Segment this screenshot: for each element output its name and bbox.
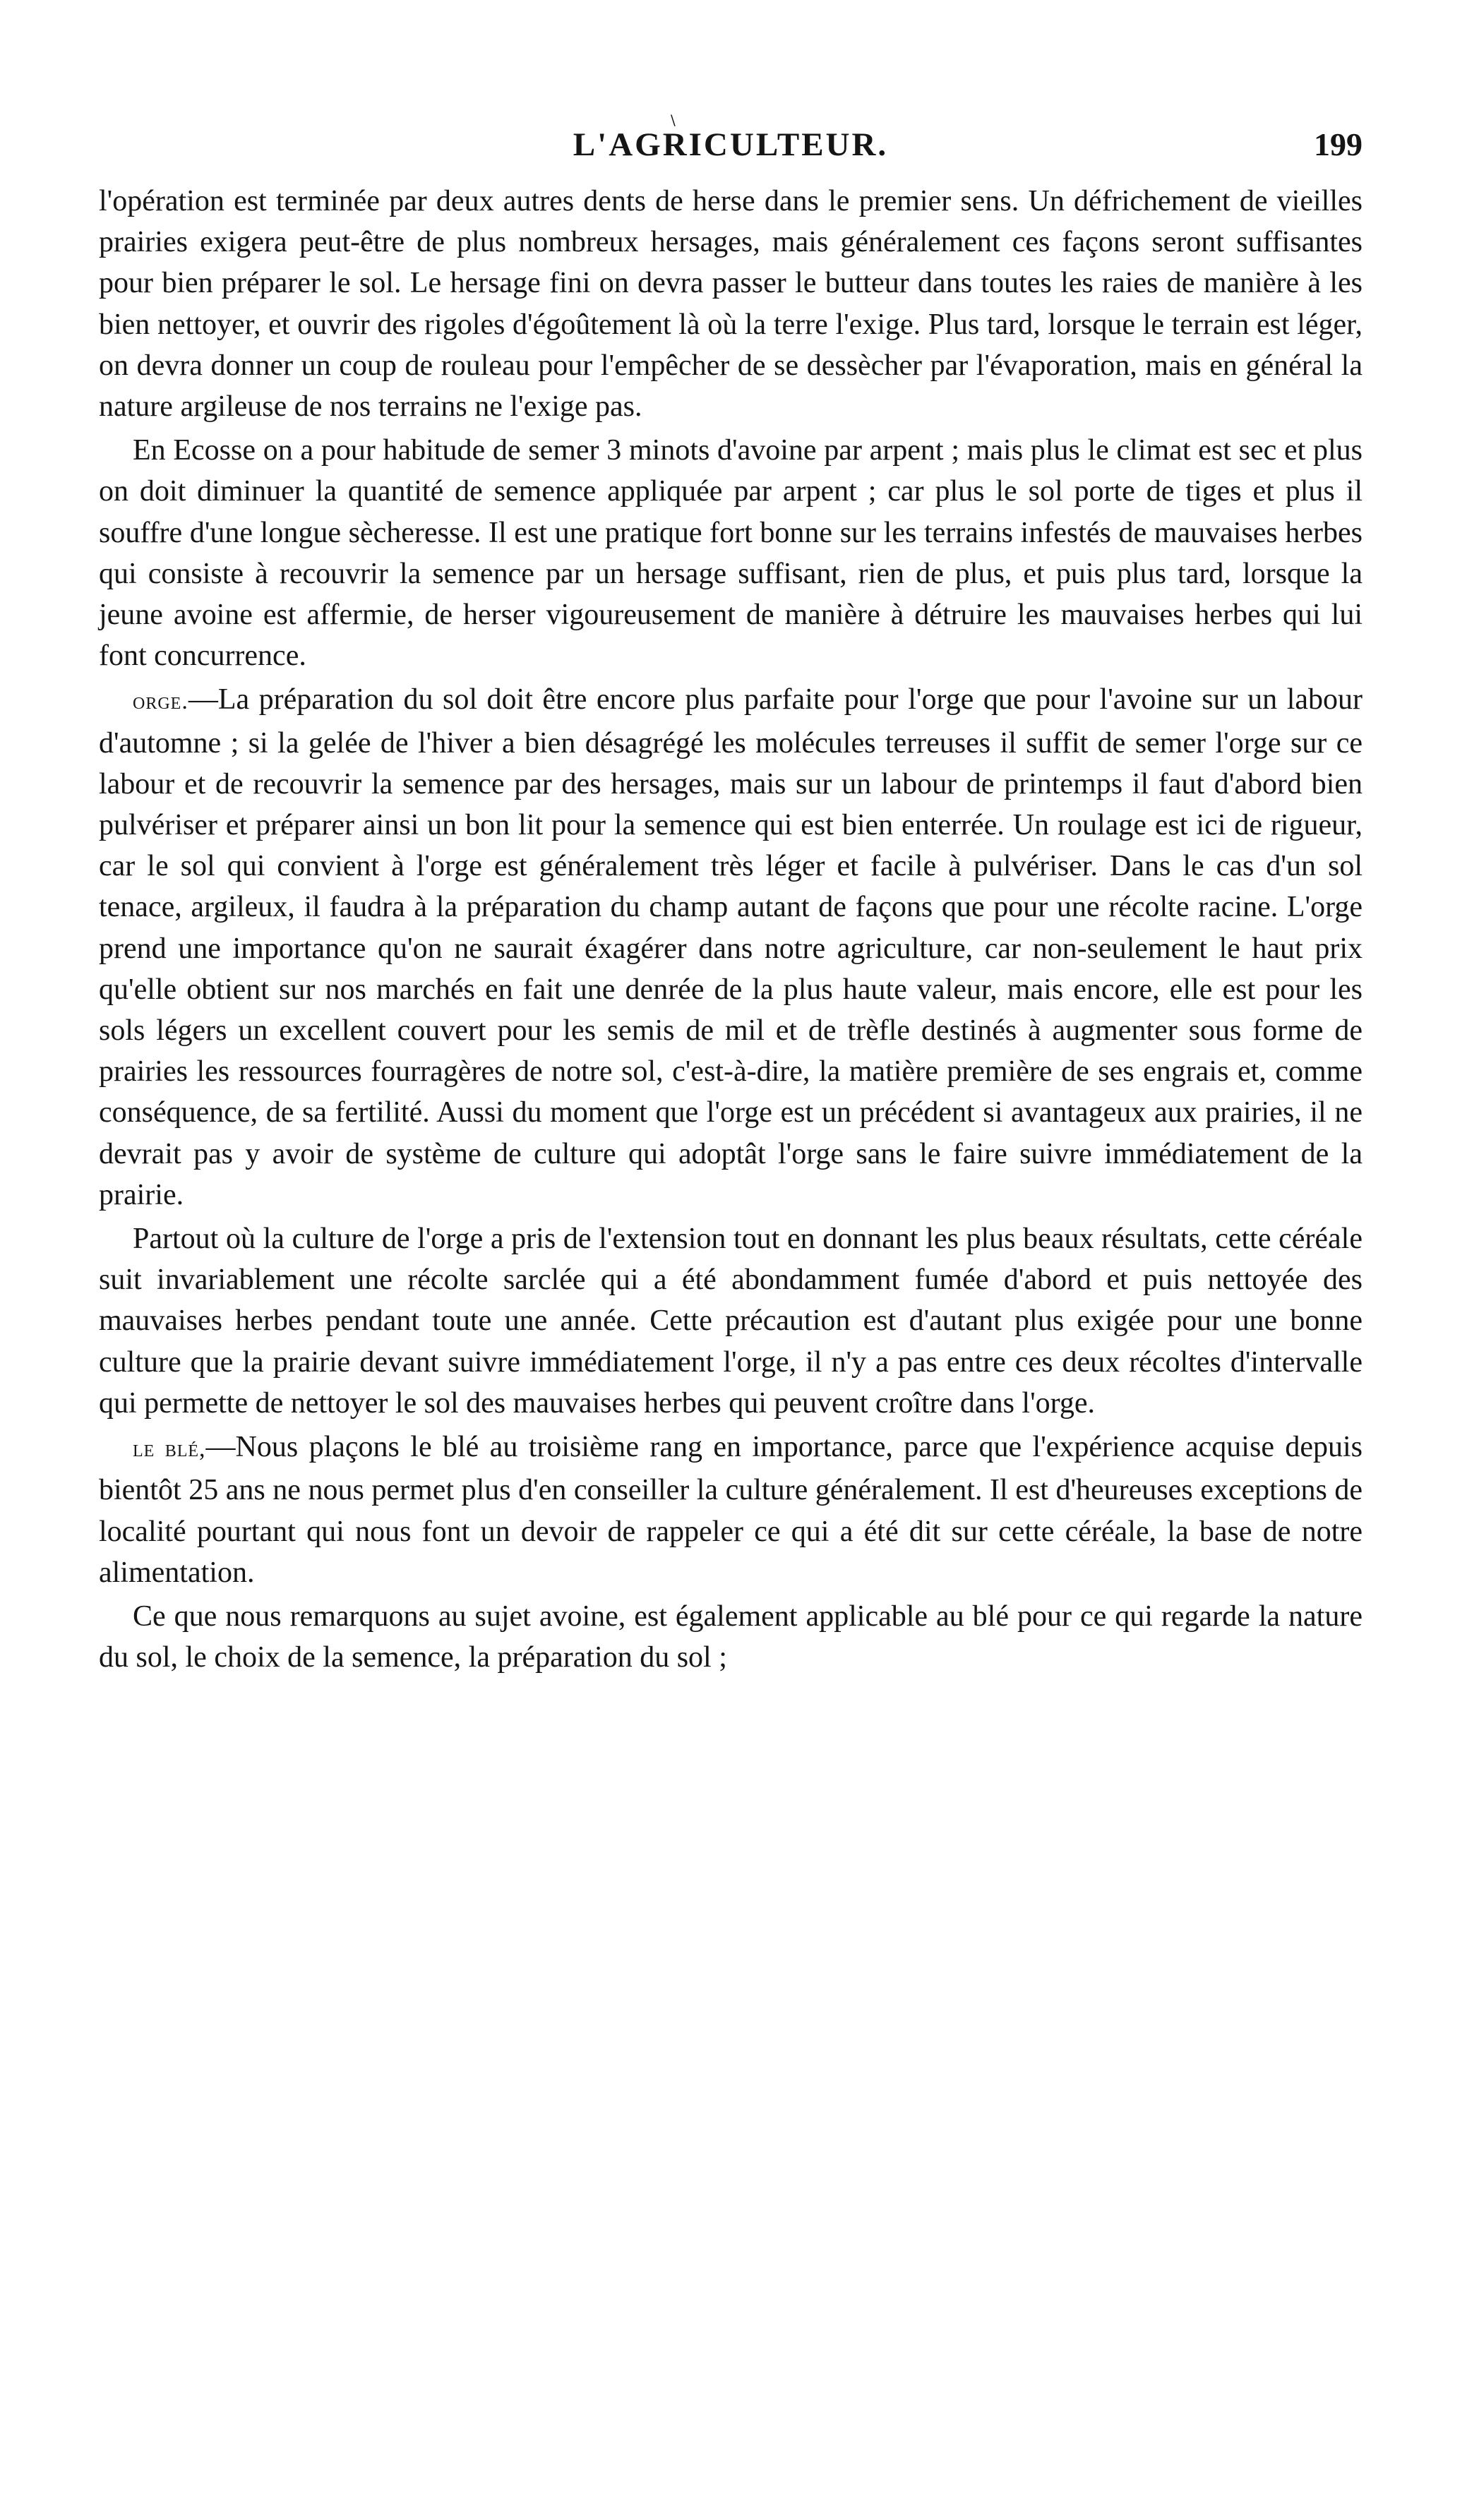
paragraph-ble	[99, 1427, 1363, 1593]
top-mark: \	[671, 112, 676, 128]
paragraph-6-text: Ce que nous remarquons au sujet avoine, est également applicable au blé pour ce qui regarde la nature du sol, le choix de la semence, la préparation du sol ;	[99, 1600, 1363, 1674]
paragraph-orge	[99, 679, 1363, 1216]
paragraph-1-text: l'opération est terminée par deux autres dents de herse dans le premier sens. Un défrichement de vieilles prairies exigera peut-être de plus nombreux hersages, mais généralement ces façons seront suffisantes pour bien préparer le sol. Le hersage fini on devra passer le butteur dans toutes les raies de manière à les bien nettoyer, et ouvrir des rigoles d'égoûtement là où la terre l'exige. Plus tard, lorsque le terrain est léger, on devra donner un coup de rouleau pour l'empêcher de se dessècher par l'évaporation, mais en général la nature argileuse de nos terrains ne l'exige pas.	[99, 185, 1363, 424]
paragraph-4	[99, 1218, 1363, 1424]
paragraph-6	[99, 1596, 1363, 1678]
running-header	[99, 112, 1363, 181]
page-number: 199	[1314, 126, 1363, 162]
body-text	[99, 181, 1363, 1678]
paragraph-2-text: En Ecosse on a pour habitude de semer 3 minots d'avoine par arpent ; mais plus le climat est sec et plus on doit diminuer la quantité de semence appliquée par arpent ; car plus le sol porte de tiges et plus il souffre d'une longue sècheresse. Il est une pratique fort bonne sur les terrains infestés de mauvaises herbes qui consiste à recouvrir la semence par un hersage suffisant, rien de plus, et puis plus tard, lorsque la jeune avoine est affermie, de herser vigoureusement de manière à détruire les mauvaises herbes qui lui font concurrence.	[99, 434, 1363, 673]
section-lead-ble: le blé,	[133, 1436, 206, 1463]
paragraph-orge-text: —La préparation du sol doit être encore plus parfaite pour l'orge que pour l'avoine sur un labour d'automne ; si la gelée de l'hiver a bien désagrégé les molécules terreuses il suffit de semer l'orge sur ce labour et de recouvrir la semence par des hersages, mais sur un labour de printemps il faut d'abord bien pulvériser et préparer ainsi un bon lit pour la semence qui est bien enterrée. Un roulage est ici de rigueur, car le sol qui convient à l'orge est généralement très léger et facile à pulvériser. Dans le cas d'un sol tenace, argileux, il faudra à la préparation du champ autant de façons que pour une récolte racine. L'orge prend une importance qu'on ne saurait éxagérer dans notre agriculture, car non-seulement le haut prix qu'elle obtient sur nos marchés en fait une denrée de la plus haute valeur, mais encore, elle est pour les sols légers un excellent couvert pour les semis de mil et de trèfle destinés à augmenter sous forme de prairies les ressources fourragères de notre sol, c'est-à-dire, la matière première de ses engrais et, comme conséquence, de sa fertilité. Aussi du moment que l'orge est un précédent si avantageux aux prairies, il ne devrait pas y avoir de système de culture qui adoptât l'orge sans le faire suivre immédiatement de la prairie.	[99, 683, 1363, 1211]
paragraph-4-text: Partout où la culture de l'orge a pris de l'extension tout en donnant les plus beaux résultats, cette céréale suit invariablement une récolte sarclée qui a été abondamment fumée d'abord et puis nettoyée des mauvaises herbes pendant toute une année. Cette précaution est d'autant plus exigée pour une bonne culture que la prairie devant suivre immédiatement l'orge, il n'y a pas entre ces deux récoltes d'intervalle qui permette de nettoyer le sol des mauvaises herbes qui peuvent croître dans l'orge.	[99, 1223, 1363, 1420]
document-page	[99, 112, 1363, 1678]
section-lead-orge: orge.	[133, 688, 188, 715]
paragraph-1	[99, 181, 1363, 427]
paragraph-ble-text: —Nous plaçons le blé au troisième rang en importance, parce que l'expérience acquise depuis bientôt 25 ans ne nous permet plus d'en conseiller la culture généralement. Il est d'heureuses exceptions de localité pourtant qui nous font un devoir de rappeler ce qui a été dit sur cette céréale, la base de notre alimentation.	[99, 1431, 1363, 1589]
paragraph-2	[99, 430, 1363, 676]
running-title: L'AGRICULTEUR.	[573, 126, 889, 163]
